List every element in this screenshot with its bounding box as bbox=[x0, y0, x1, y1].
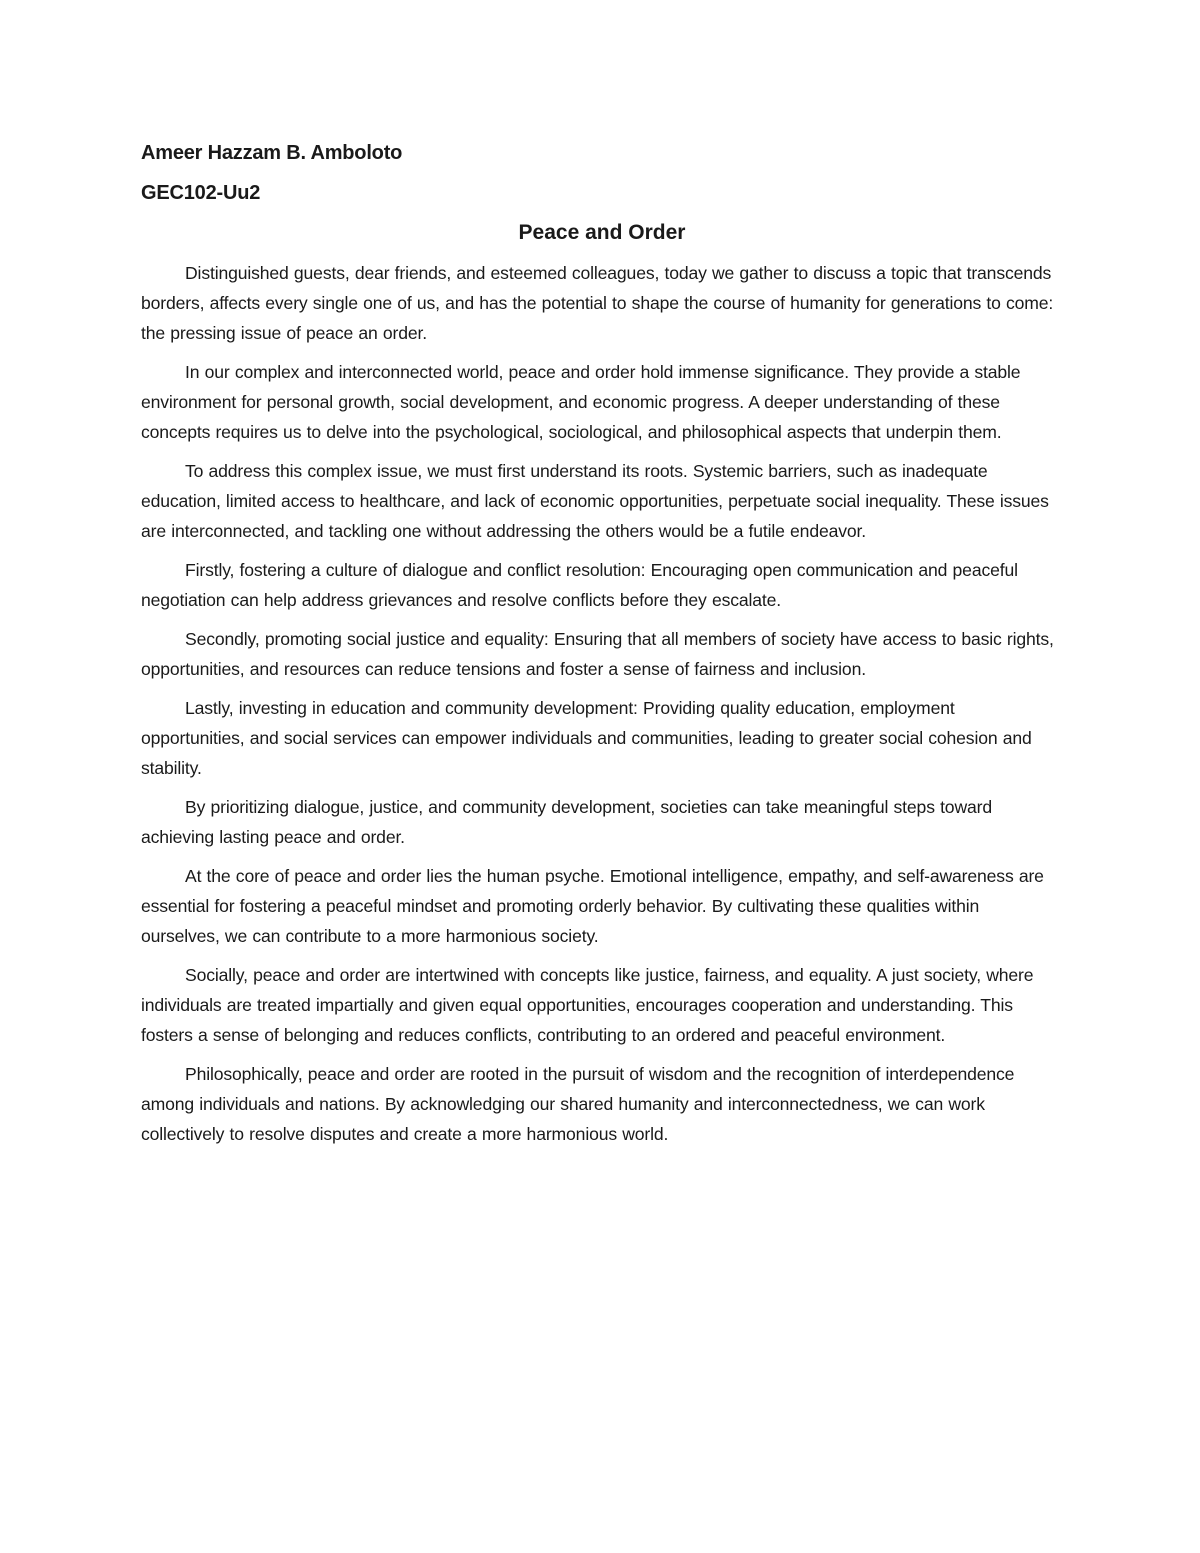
paragraph: Lastly, investing in education and community development: Providing quality education, employment opportunities, and social services can empower individuals and communities, leading to greater social cohesion and stability. bbox=[141, 698, 1032, 778]
paragraph: In our complex and interconnected world, peace and order hold immense significance. They provide a stable environment for personal growth, social development, and economic progress. A deeper understanding of these concepts requires us to delve into the psychological, sociological, and philosophical aspects that underpin them. bbox=[141, 362, 1021, 442]
paragraph: Philosophically, peace and order are rooted in the pursuit of wisdom and the recognition of interdependence among individuals and nations. By acknowledging our shared humanity and interconnectedness, we can work collectively to resolve disputes and create a more harmonious world. bbox=[141, 1064, 1015, 1144]
paragraph: Socially, peace and order are intertwined with concepts like justice, fairness, and equality. A just society, where individuals are treated impartially and given equal opportunities, encourages cooperation and understanding. This fosters a sense of belonging and reduces conflicts, contributing to an ordered and peaceful environment. bbox=[141, 965, 1034, 1045]
document-body bbox=[141, 138, 1063, 1158]
paragraph: Distinguished guests, dear friends, and esteemed colleagues, today we gather to discuss a topic that transcends borders, affects every single one of us, and has the potential to shape the course of humanity for generations to come: the pressing issue of peace an order. bbox=[141, 263, 1054, 343]
document-title: Peace and Order bbox=[518, 221, 686, 244]
author-name: Ameer Hazzam B. Amboloto bbox=[141, 142, 403, 164]
paragraph: Firstly, fostering a culture of dialogue and conflict resolution: Encouraging open communication and peaceful negotiation can help address grievances and resolve conflicts before they escalate. bbox=[141, 560, 1018, 610]
paragraph: To address this complex issue, we must first understand its roots. Systemic barriers, such as inadequate education, limited access to healthcare, and lack of economic opportunities, perpetuate social inequality. These issues are interconnected, and tackling one without addressing the others would be a futile endeavor. bbox=[141, 461, 1049, 541]
course-code: GEC102-Uu2 bbox=[141, 182, 261, 204]
paragraph: At the core of peace and order lies the human psyche. Emotional intelligence, empathy, and self-awareness are essential for fostering a peaceful mindset and promoting orderly behavior. By cultivating these qualities within ourselves, we can contribute to a more harmonious society. bbox=[141, 866, 1044, 946]
paragraph: Secondly, promoting social justice and equality: Ensuring that all members of society have access to basic rights, opportunities, and resources can reduce tensions and foster a sense of fairness and inclusion. bbox=[141, 629, 1054, 679]
paragraph: By prioritizing dialogue, justice, and community development, societies can take meaningful steps toward achieving lasting peace and order. bbox=[141, 797, 992, 847]
